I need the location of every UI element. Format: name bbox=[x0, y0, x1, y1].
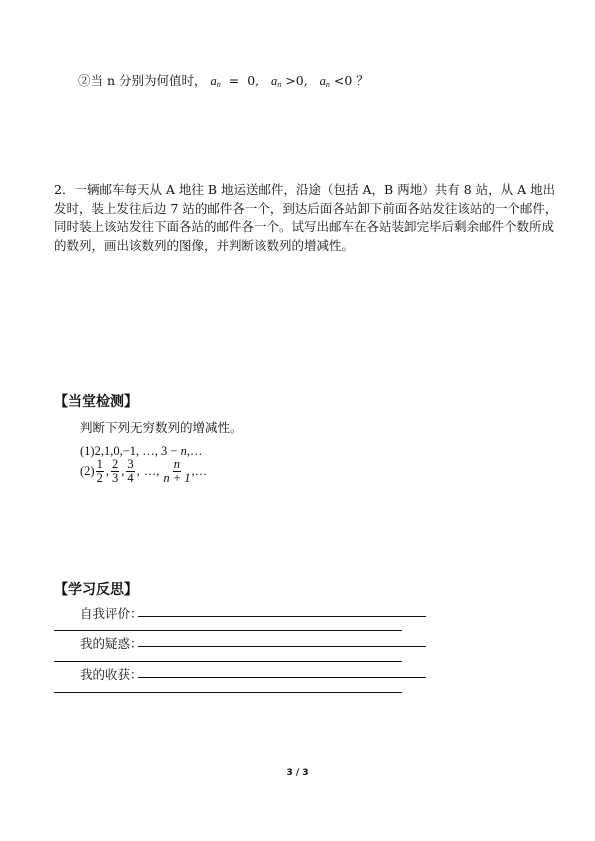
question-1-prefix: ②当 n 分别为何值时， bbox=[78, 73, 207, 88]
condition-positive: >0, bbox=[285, 73, 308, 88]
check-intro: 判断下列无穷数列的增减性。 bbox=[80, 420, 243, 435]
page-number: 3 / 3 bbox=[286, 768, 309, 778]
condition-equal-op: = bbox=[228, 73, 240, 88]
doubts-line[interactable] bbox=[138, 646, 426, 647]
ellipsis: ,… bbox=[186, 444, 203, 458]
gains-label: 我的收获： bbox=[80, 667, 143, 682]
question-2-line: 2．一辆邮车每天从 A 地往 B 地运送邮件，沿途（包括 A，B 两地）共有 8 站，从 A 地出 bbox=[54, 182, 556, 197]
sequence-term: $a_n$ bbox=[271, 74, 282, 89]
question-1-suffix: ？ bbox=[356, 73, 369, 88]
general-term-fraction: $\frac{n}{n + 1}$ bbox=[163, 457, 191, 485]
ellipsis: …, bbox=[142, 444, 158, 458]
self-evaluation-line[interactable] bbox=[138, 616, 426, 617]
doubts-label: 我的疑惑： bbox=[80, 636, 143, 651]
condition-equal-value: 0, bbox=[247, 73, 260, 88]
question-2-line: 同时装上该站发往下面各站的邮件各一个。试写出邮车在各站装卸完毕后剩余邮件个数所成 bbox=[54, 219, 555, 234]
exercise-2: (2) $\frac{1}{2}$ , $\frac{2}{3}$ , $\frac{3}{4}$ , …, $\frac{n}{n + 1}$ ,… bbox=[80, 457, 208, 485]
variable-n: n bbox=[180, 444, 187, 458]
gains-line-2[interactable] bbox=[54, 692, 402, 693]
exercise-2-label: (2) bbox=[80, 464, 95, 478]
fraction: $\frac{2}{3}$ bbox=[111, 457, 119, 485]
exercise-1-terms: (1)2,1,0,−1, bbox=[80, 444, 140, 458]
self-evaluation-line-2[interactable] bbox=[54, 630, 402, 631]
fraction: $\frac{3}{4}$ bbox=[127, 457, 134, 485]
gains-line[interactable] bbox=[138, 677, 426, 678]
self-evaluation-label: 自我评价： bbox=[80, 606, 143, 621]
sequence-term: $a_n$ bbox=[319, 74, 330, 89]
check-section-title: 【当堂检测】 bbox=[54, 394, 138, 410]
question-2 bbox=[54, 181, 558, 255]
reflection-section-title: 【学习反思】 bbox=[54, 582, 138, 598]
question-1 bbox=[78, 71, 369, 89]
exercise-1-general-term: 3 − bbox=[161, 444, 181, 458]
condition-negative: <0 bbox=[333, 73, 353, 88]
doubts-line-2[interactable] bbox=[54, 661, 402, 662]
question-2-line: 的数列，画出该数列的图像，并判断该数列的增减性。 bbox=[54, 237, 355, 253]
ellipsis: …, bbox=[143, 464, 160, 478]
sequence-term: $a_n$ bbox=[210, 74, 221, 89]
question-2-line: 发时，装上发往后边 7 站的邮件各一个，到达后面各站卸下前面各站发往该站的一个邮件， bbox=[54, 200, 558, 216]
ellipsis: ,… bbox=[191, 464, 208, 478]
fraction: $\frac{1}{2}$ bbox=[96, 457, 103, 485]
